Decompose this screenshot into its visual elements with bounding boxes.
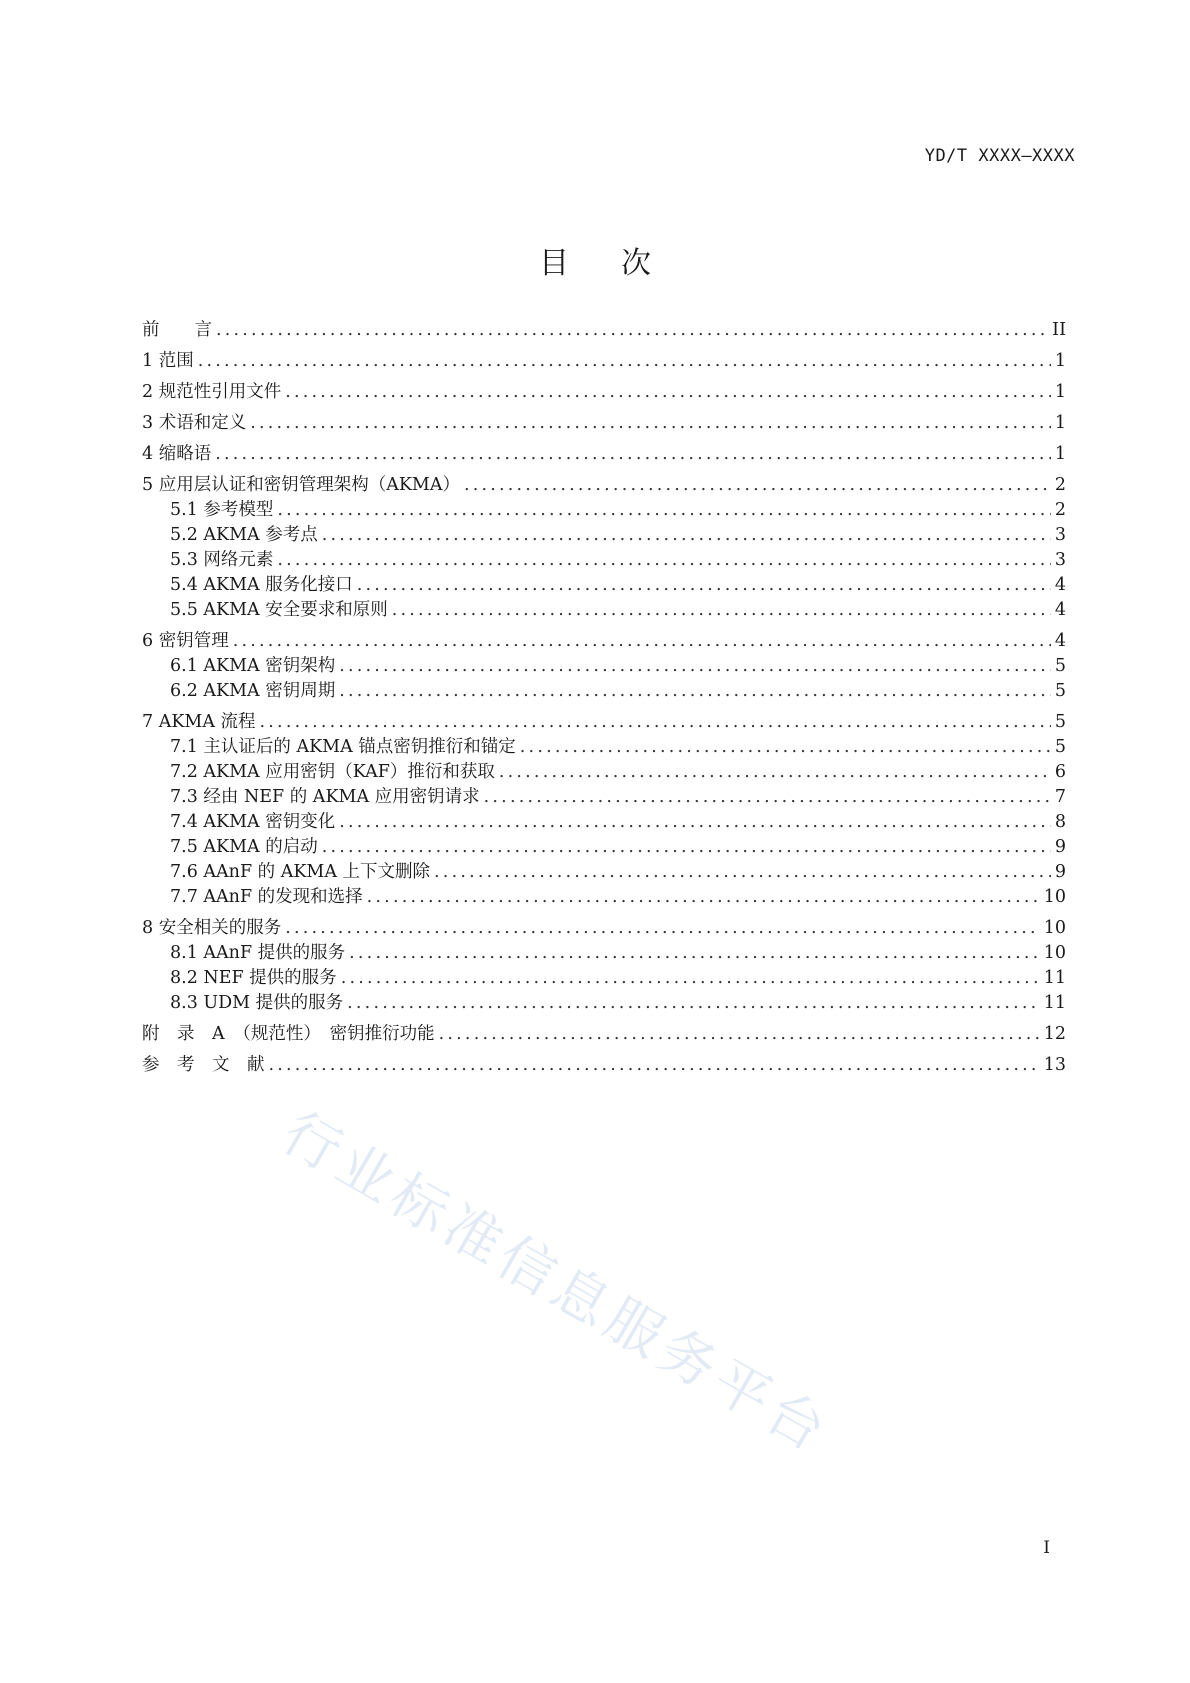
toc-entry-label: 5.5 AKMA 安全要求和原则 [170, 600, 388, 620]
toc-entry[interactable] [142, 318, 1066, 343]
toc-entry[interactable] [142, 966, 1066, 991]
toc-entry-label: 7.2 AKMA 应用密钥（KAF）推衍和获取 [170, 762, 495, 782]
toc-entry[interactable] [142, 1022, 1066, 1047]
toc-entry-label: 6.2 AKMA 密钥周期 [170, 681, 336, 701]
toc-entry-page: 1 [1054, 351, 1066, 371]
toc-entry[interactable] [142, 349, 1066, 374]
toc-entry-label: 参 考 文 献 [142, 1055, 265, 1075]
toc-entry-page: 1 [1054, 382, 1066, 402]
page-title: 目次 [539, 246, 703, 281]
toc-entry[interactable] [142, 473, 1066, 498]
toc-leader-dots [233, 629, 1051, 654]
toc-leader-dots [215, 442, 1051, 467]
toc-entry-page: 4 [1054, 600, 1066, 620]
toc-leader-dots [260, 710, 1051, 735]
toc-entry[interactable] [142, 1053, 1066, 1078]
toc-entry-label: 5 应用层认证和密钥管理架构（AKMA） [142, 475, 460, 495]
table-of-contents [142, 318, 1066, 1078]
toc-leader-dots [269, 1053, 1040, 1078]
toc-entry-page: 10 [1043, 918, 1066, 938]
toc-entry-page: 7 [1054, 787, 1066, 807]
toc-entry-label: 附 录 A （规范性） 密钥推衍功能 [142, 1024, 435, 1044]
toc-entry[interactable] [142, 810, 1066, 835]
toc-leader-dots [285, 916, 1040, 941]
toc-entry[interactable] [142, 860, 1066, 885]
toc-entry-page: 13 [1043, 1055, 1066, 1075]
toc-entry[interactable] [142, 885, 1066, 910]
toc-entry-label: 前 言 [142, 320, 212, 340]
toc-entry-label: 8.3 UDM 提供的服务 [170, 993, 344, 1013]
toc-entry-page: 2 [1054, 475, 1066, 495]
toc-entry-page: 11 [1043, 968, 1066, 988]
toc-entry-page: 1 [1054, 444, 1066, 464]
toc-leader-dots [250, 411, 1051, 436]
toc-entry-label: 6 密钥管理 [142, 631, 229, 651]
toc-entry-label: 7.7 AAnF 的发现和选择 [170, 887, 363, 907]
toc-entry-label: 8 安全相关的服务 [142, 918, 282, 938]
toc-entry-page: 12 [1043, 1024, 1066, 1044]
toc-entry[interactable] [142, 573, 1066, 598]
toc-entry-label: 5.4 AKMA 服务化接口 [170, 575, 353, 595]
toc-entry-page: 9 [1054, 837, 1066, 857]
toc-entry-page: 1 [1054, 413, 1066, 433]
toc-entry[interactable] [142, 629, 1066, 654]
toc-entry-label: 3 术语和定义 [142, 413, 247, 433]
toc-entry[interactable] [142, 498, 1066, 523]
toc-entry[interactable] [142, 598, 1066, 623]
toc-entry-page: 9 [1054, 862, 1066, 882]
toc-entry-label: 7.3 经由 NEF 的 AKMA 应用密钥请求 [170, 787, 480, 807]
toc-entry-label: 2 规范性引用文件 [142, 382, 282, 402]
toc-leader-dots [339, 679, 1051, 704]
toc-entry-page: II [1052, 320, 1066, 340]
toc-leader-dots [392, 598, 1051, 623]
toc-entry-label: 7.5 AKMA 的启动 [170, 837, 318, 857]
toc-leader-dots [464, 473, 1051, 498]
toc-entry-page: 5 [1054, 737, 1066, 757]
toc-entry-page: 10 [1043, 887, 1066, 907]
toc-entry-label: 8.2 NEF 提供的服务 [170, 968, 337, 988]
toc-entry-page: 3 [1054, 525, 1066, 545]
toc-leader-dots [341, 966, 1040, 991]
toc-leader-dots [277, 498, 1050, 523]
toc-entry-label: 4 缩略语 [142, 444, 212, 464]
toc-entry[interactable] [142, 916, 1066, 941]
toc-entry[interactable] [142, 654, 1066, 679]
toc-entry-label: 6.1 AKMA 密钥架构 [170, 656, 336, 676]
toc-entry-label: 7.6 AAnF 的 AKMA 上下文删除 [170, 862, 431, 882]
toc-leader-dots [277, 548, 1050, 573]
toc-leader-dots [322, 835, 1051, 860]
toc-entry[interactable] [142, 991, 1066, 1016]
toc-entry[interactable] [142, 442, 1066, 467]
page-number: I [1043, 1538, 1050, 1558]
toc-leader-dots [367, 885, 1040, 910]
toc-entry[interactable] [142, 835, 1066, 860]
toc-entry-label: 8.1 AAnF 提供的服务 [170, 943, 346, 963]
toc-entry-page: 2 [1054, 500, 1066, 520]
toc-entry-page: 10 [1043, 943, 1066, 963]
watermark: 行业标准信息服务平台 [271, 1100, 841, 1467]
toc-leader-dots [439, 1022, 1040, 1047]
toc-entry-page: 5 [1054, 656, 1066, 676]
toc-leader-dots [349, 941, 1040, 966]
toc-entry-label: 7.4 AKMA 密钥变化 [170, 812, 336, 832]
toc-entry-page: 11 [1043, 993, 1066, 1013]
toc-leader-dots [357, 573, 1051, 598]
toc-leader-dots [434, 860, 1051, 885]
toc-leader-dots [499, 760, 1051, 785]
toc-entry[interactable] [142, 735, 1066, 760]
toc-leader-dots [484, 785, 1051, 810]
toc-entry-page: 4 [1054, 631, 1066, 651]
toc-leader-dots [347, 991, 1040, 1016]
toc-leader-dots [322, 523, 1051, 548]
toc-entry[interactable] [142, 523, 1066, 548]
toc-entry[interactable] [142, 548, 1066, 573]
toc-entry[interactable] [142, 941, 1066, 966]
toc-entry-page: 5 [1054, 712, 1066, 732]
toc-leader-dots [216, 318, 1048, 343]
toc-entry-label: 5.1 参考模型 [170, 500, 274, 520]
toc-entry[interactable] [142, 411, 1066, 436]
toc-entry-page: 4 [1054, 575, 1066, 595]
toc-entry[interactable] [142, 710, 1066, 735]
toc-entry-page: 3 [1054, 550, 1066, 570]
toc-entry[interactable] [142, 760, 1066, 785]
toc-entry-page: 5 [1054, 681, 1066, 701]
toc-entry-label: 5.3 网络元素 [170, 550, 274, 570]
toc-leader-dots [339, 654, 1051, 679]
toc-entry-label: 7 AKMA 流程 [142, 712, 256, 732]
toc-entry-label: 7.1 主认证后的 AKMA 锚点密钥推衍和锚定 [170, 737, 516, 757]
toc-entry-label: 5.2 AKMA 参考点 [170, 525, 318, 545]
toc-leader-dots [285, 380, 1051, 405]
toc-entry-label: 1 范围 [142, 351, 194, 371]
toc-entry[interactable] [142, 679, 1066, 704]
toc-entry[interactable] [142, 380, 1066, 405]
toc-leader-dots [520, 735, 1051, 760]
toc-entry-page: 6 [1054, 762, 1066, 782]
toc-entry-page: 8 [1054, 812, 1066, 832]
toc-entry[interactable] [142, 785, 1066, 810]
toc-leader-dots [198, 349, 1051, 374]
document-id: YD/T XXXX—XXXX [924, 146, 1075, 166]
toc-leader-dots [339, 810, 1051, 835]
